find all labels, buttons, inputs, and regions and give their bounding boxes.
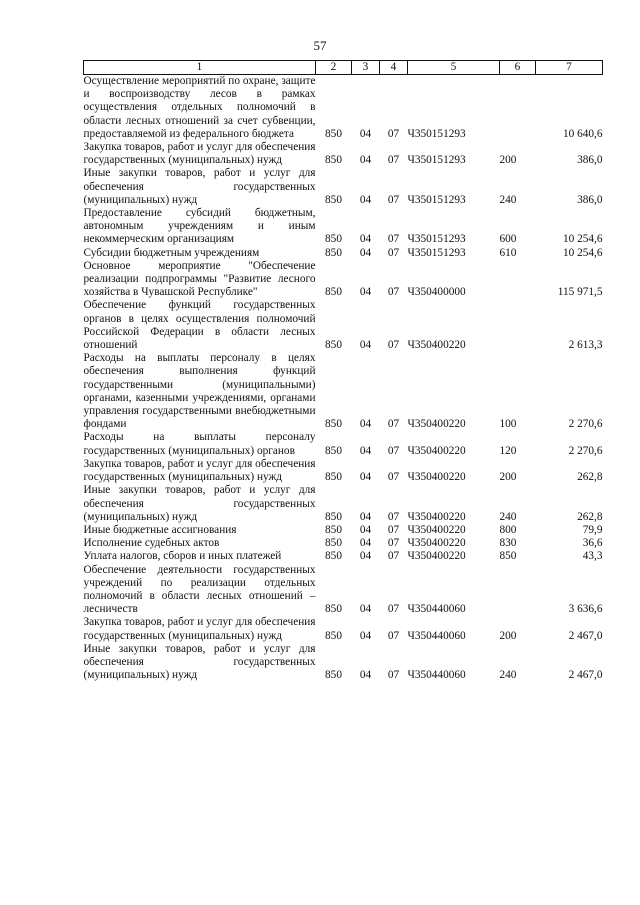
expense-type-cell: 200 — [499, 471, 517, 484]
section-code-cell: 04 — [359, 418, 372, 431]
item-name-cell: Иные бюджетные ассигнования — [83, 523, 237, 536]
expense-type-cell — [500, 299, 536, 352]
expense-type-cell: 240 — [499, 193, 517, 206]
amount-cell: 262,8 — [577, 471, 603, 484]
section-code-cell: 04 — [359, 629, 372, 642]
expense-type-cell: 100 — [499, 418, 517, 431]
subsection-code-cell: 07 — [387, 444, 400, 457]
item-name-cell: Закупка товаров, работ и услуг для обеспечения государственных (муниципальных) нужд — [83, 457, 316, 484]
amount-cell: 2 270,6 — [568, 444, 603, 457]
expense-type-cell: 850 — [499, 550, 517, 563]
section-code-cell: 04 — [359, 510, 372, 523]
section-code-cell: 04 — [359, 537, 372, 550]
budget-table — [83, 60, 603, 682]
item-name-cell: Обеспечение функций государственных органов в целях осуществления полномочий Российской Федерации в области лесных отношений — [83, 299, 316, 352]
item-name-cell: Основное мероприятие "Обеспечение реализации подпрограммы "Развитие лесного хозяйства в Чувашской Республике" — [83, 259, 316, 299]
subsection-code-cell: 07 — [387, 418, 400, 431]
subsection-code-cell: 07 — [387, 339, 400, 352]
admin-code-cell: 850 — [325, 669, 342, 682]
item-name-cell: Закупка товаров, работ и услуг для обеспечения государственных (муниципальных) нужд — [83, 616, 316, 642]
expense-type-cell — [500, 260, 536, 300]
admin-code-cell: 850 — [325, 193, 342, 206]
section-code-cell: 04 — [359, 233, 372, 246]
admin-code-cell: 850 — [325, 629, 342, 642]
item-name-cell: Закупка товаров, работ и услуг для обеспечения государственных (муниципальных) нужд — [83, 141, 316, 167]
header-cell-1: 1 — [84, 61, 316, 75]
section-code-cell: 04 — [359, 339, 372, 352]
expense-type-cell — [500, 564, 536, 617]
subsection-code-cell: 07 — [387, 154, 400, 167]
section-code-cell: 04 — [359, 154, 372, 167]
section-code-cell: 04 — [359, 193, 372, 206]
subsection-code-cell: 07 — [387, 246, 400, 259]
amount-cell: 2 270,6 — [568, 418, 603, 431]
item-name-cell: Иные закупки товаров, работ и услуг для обеспечения государственных (муниципальных) нужд — [83, 484, 316, 523]
amount-cell: 36,6 — [582, 537, 603, 550]
admin-code-cell: 850 — [325, 537, 342, 550]
amount-cell: 2 467,0 — [568, 629, 603, 642]
item-name-cell: Осуществление мероприятий по охране, защите и воспроизводству лесов в рамках осуществления отдельных полномочий в области лесных отношений за счет субвенции, предоставляемой из федерального бюджета — [83, 75, 316, 140]
table-row — [84, 484, 603, 524]
target-article-cell: Ч350400220 — [407, 510, 466, 523]
section-code-cell: 04 — [359, 603, 372, 616]
item-name-cell: Предоставление субсидий бюджетным, автономным учреждениям и иным некоммерческим организациям — [83, 207, 316, 246]
subsection-code-cell: 07 — [387, 471, 400, 484]
table-row — [84, 524, 603, 537]
section-code-cell: 04 — [359, 669, 372, 682]
table-body — [84, 75, 603, 683]
subsection-code-cell: 07 — [387, 523, 400, 536]
header-cell-3: 3 — [352, 61, 380, 75]
table-row — [84, 207, 603, 247]
table-row — [84, 352, 603, 431]
amount-cell: 2 467,0 — [568, 669, 603, 682]
target-article-cell: Ч350440060 — [407, 669, 466, 682]
admin-code-cell: 850 — [325, 510, 342, 523]
table-header-row — [84, 61, 603, 75]
amount-cell: 262,8 — [577, 510, 603, 523]
section-code-cell: 04 — [359, 127, 372, 140]
expense-type-cell: 240 — [499, 510, 517, 523]
subsection-code-cell: 07 — [387, 629, 400, 642]
table-row — [84, 141, 603, 167]
header-cell-7: 7 — [536, 61, 603, 75]
table-row — [84, 564, 603, 617]
target-article-cell: Ч350151293 — [407, 127, 466, 140]
subsection-code-cell: 07 — [387, 233, 400, 246]
item-name-cell: Субсидии бюджетным учреждениям — [83, 246, 260, 259]
admin-code-cell: 850 — [325, 550, 342, 563]
table-row — [84, 616, 603, 642]
target-article-cell: Ч350151293 — [407, 233, 466, 246]
item-name-cell: Обеспечение деятельности государственных учреждений по реализации отдельных полномочий в области лесных отношений – лесничеств — [83, 563, 316, 616]
subsection-code-cell: 07 — [387, 193, 400, 206]
admin-code-cell: 850 — [325, 523, 342, 536]
admin-code-cell: 850 — [325, 246, 342, 259]
expense-type-cell: 240 — [499, 669, 517, 682]
item-name-cell: Исполнение судебных актов — [83, 537, 220, 550]
target-article-cell: Ч350151293 — [407, 154, 466, 167]
amount-cell: 115 971,5 — [557, 286, 603, 299]
admin-code-cell: 850 — [325, 471, 342, 484]
admin-code-cell: 850 — [325, 339, 342, 352]
section-code-cell: 04 — [359, 246, 372, 259]
table-row — [84, 537, 603, 550]
item-name-cell: Иные закупки товаров, работ и услуг для обеспечения государственных (муниципальных) нужд — [83, 167, 316, 206]
admin-code-cell: 850 — [325, 233, 342, 246]
table-row — [84, 458, 603, 484]
section-code-cell: 04 — [359, 550, 372, 563]
table-row — [84, 260, 603, 300]
table-row — [84, 247, 603, 260]
target-article-cell: Ч350400000 — [407, 286, 466, 299]
expense-type-cell: 200 — [499, 629, 517, 642]
expense-type-cell: 830 — [499, 537, 517, 550]
table-row — [84, 167, 603, 207]
admin-code-cell: 850 — [325, 127, 342, 140]
target-article-cell: Ч350440060 — [407, 629, 466, 642]
section-code-cell: 04 — [359, 523, 372, 536]
item-name-cell: Уплата налогов, сборов и иных платежей — [83, 550, 282, 563]
subsection-code-cell: 07 — [387, 537, 400, 550]
amount-cell: 79,9 — [582, 523, 603, 536]
amount-cell: 10 640,6 — [562, 127, 603, 140]
target-article-cell: Ч350400220 — [407, 523, 466, 536]
item-name-cell: Иные закупки товаров, работ и услуг для обеспечения государственных (муниципальных) нужд — [83, 642, 316, 682]
expense-type-cell: 120 — [499, 444, 517, 457]
admin-code-cell: 850 — [325, 418, 342, 431]
subsection-code-cell: 07 — [387, 127, 400, 140]
target-article-cell: Ч350400220 — [407, 418, 466, 431]
target-article-cell: Ч350151293 — [407, 246, 466, 259]
expense-type-cell: 600 — [499, 233, 517, 246]
table-row — [84, 550, 603, 563]
target-article-cell: Ч350440060 — [407, 603, 466, 616]
amount-cell: 43,3 — [582, 550, 603, 563]
amount-cell: 2 613,3 — [568, 339, 603, 352]
section-code-cell: 04 — [359, 471, 372, 484]
table-row — [84, 431, 603, 457]
amount-cell: 10 254,6 — [562, 246, 603, 259]
page-number: 57 — [313, 38, 327, 53]
section-code-cell: 04 — [359, 444, 372, 457]
item-name-cell: Расходы на выплаты персоналу государственных (муниципальных) органов — [83, 431, 316, 457]
table-row — [84, 643, 603, 683]
item-name-cell: Расходы на выплаты персоналу в целях обеспечения выполнения функций государственными (муниципальными) органами, казенными учреждениями, органами управления государственными внебюджетными фондами — [83, 352, 316, 431]
target-article-cell: Ч350400220 — [407, 339, 466, 352]
amount-cell: 3 636,6 — [568, 603, 603, 616]
subsection-code-cell: 07 — [387, 550, 400, 563]
target-article-cell: Ч350400220 — [407, 471, 466, 484]
table-row — [84, 75, 603, 142]
target-article-cell: Ч350400220 — [407, 444, 466, 457]
header-cell-6: 6 — [500, 61, 536, 75]
section-code-cell: 04 — [359, 286, 372, 299]
expense-type-cell: 610 — [499, 246, 517, 259]
header-cell-2: 2 — [316, 61, 352, 75]
amount-cell: 386,0 — [577, 154, 603, 167]
subsection-code-cell: 07 — [387, 286, 400, 299]
header-cell-4: 4 — [380, 61, 408, 75]
expense-type-cell: 200 — [499, 154, 517, 167]
expense-type-cell: 800 — [499, 523, 517, 536]
header-cell-5: 5 — [408, 61, 500, 75]
admin-code-cell: 850 — [325, 444, 342, 457]
subsection-code-cell: 07 — [387, 510, 400, 523]
amount-cell: 386,0 — [577, 193, 603, 206]
admin-code-cell: 850 — [325, 286, 342, 299]
subsection-code-cell: 07 — [387, 603, 400, 616]
target-article-cell: Ч350400220 — [407, 537, 466, 550]
table-row — [84, 299, 603, 352]
expense-type-cell — [500, 75, 536, 142]
subsection-code-cell: 07 — [387, 669, 400, 682]
target-article-cell: Ч350151293 — [407, 193, 466, 206]
admin-code-cell: 850 — [325, 603, 342, 616]
target-article-cell: Ч350400220 — [407, 550, 466, 563]
amount-cell: 10 254,6 — [562, 233, 603, 246]
admin-code-cell: 850 — [325, 154, 342, 167]
